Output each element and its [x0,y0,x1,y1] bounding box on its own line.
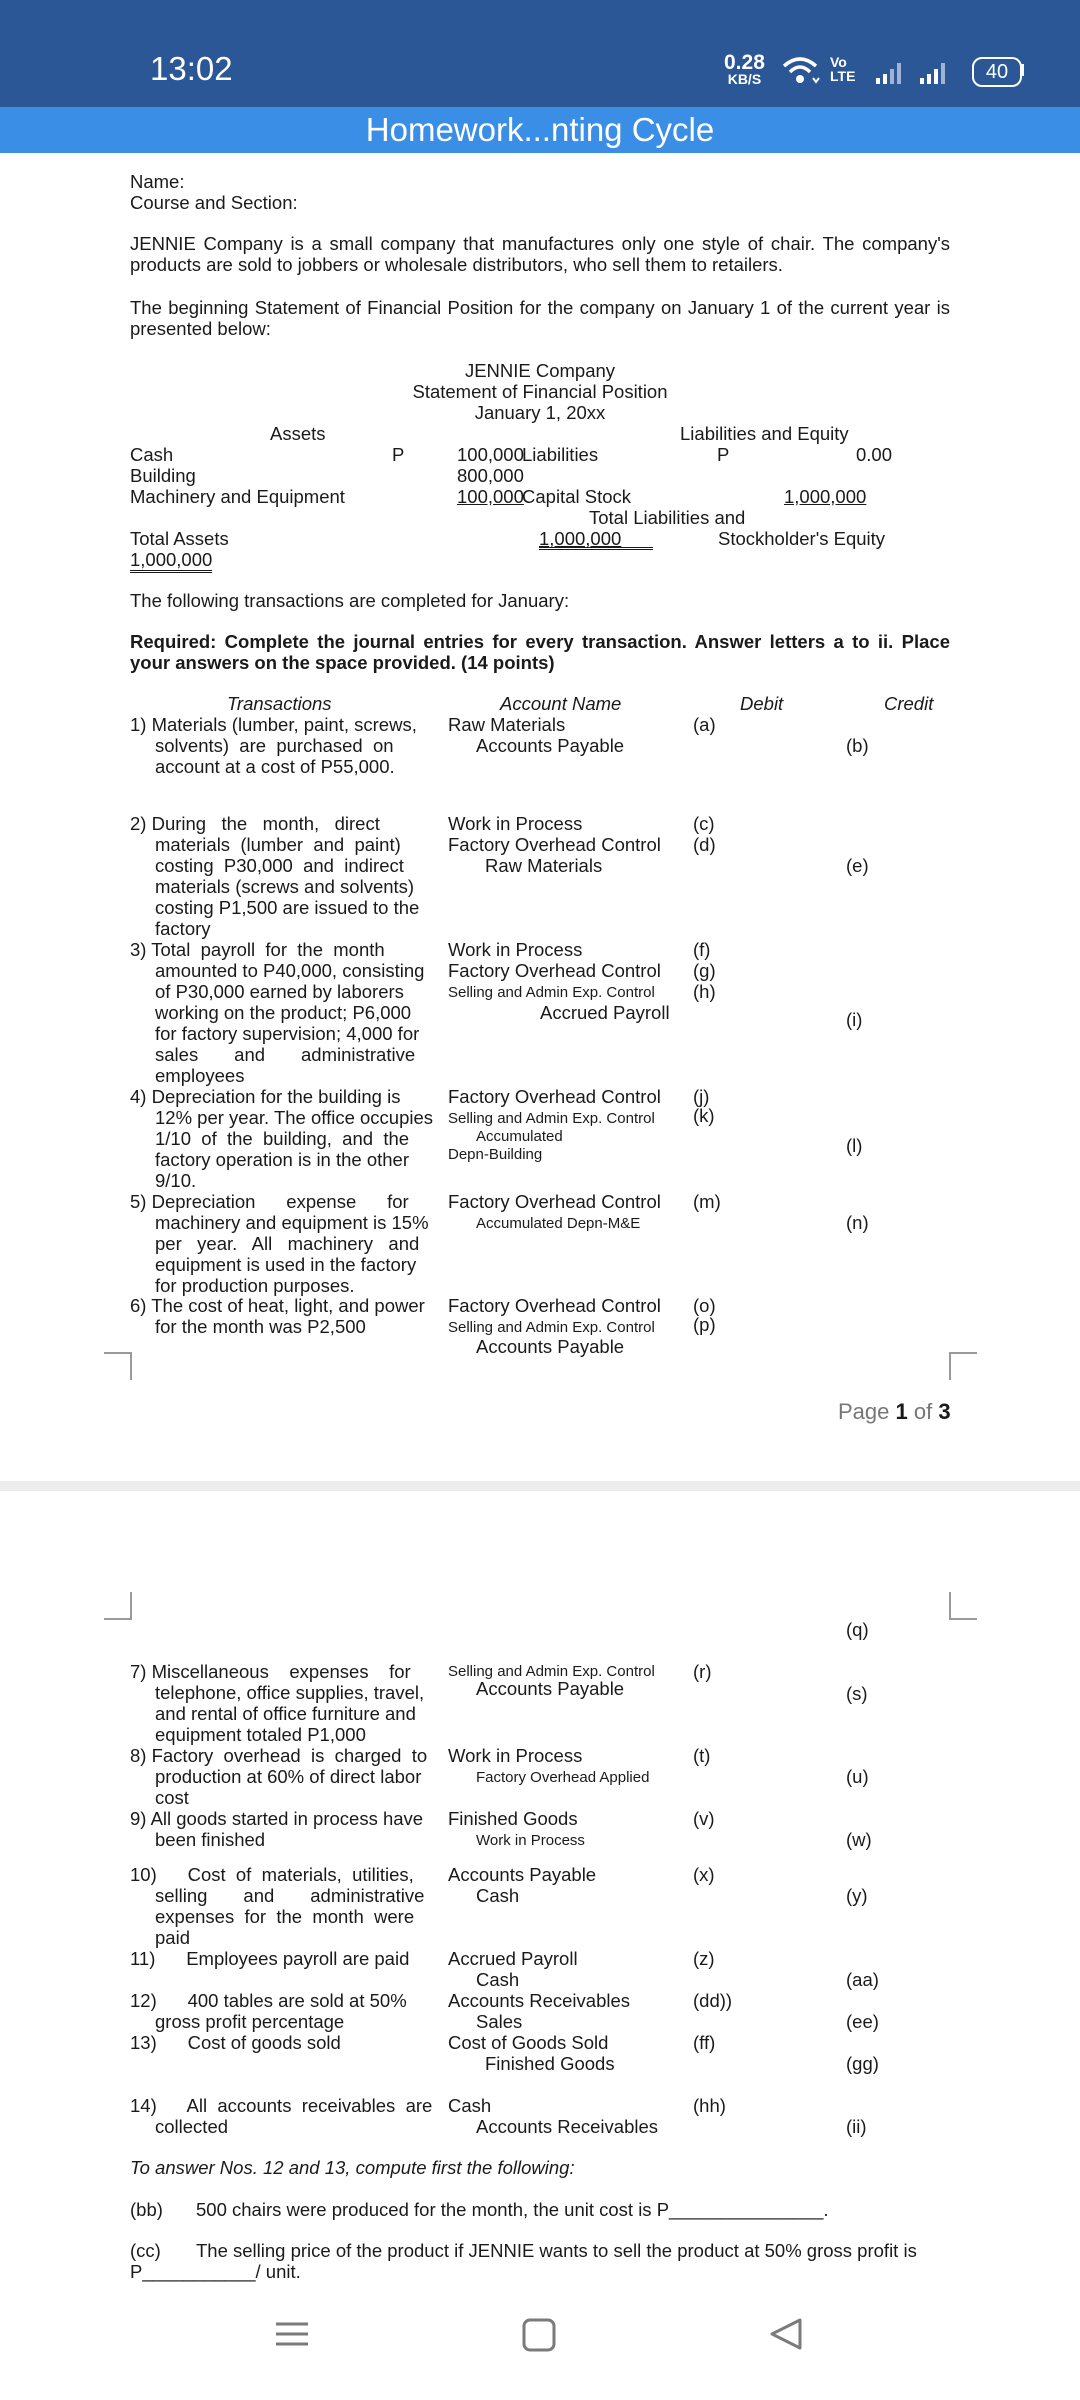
tx-line: and rental of office furniture and [155,1703,416,1724]
machinery-amount: 100,000 [457,486,524,507]
tx-line: 1) Materials (lumber, paint, screws, [130,714,417,735]
tx-line: production at 60% of direct labor [155,1766,422,1787]
answer-u[interactable]: (u) [846,1766,869,1787]
tx-line: telephone, office supplies, travel, [155,1682,425,1703]
network-speed-value: 0.28 [724,51,765,74]
crop-mark [949,1352,977,1380]
cash-peso: P [392,444,405,465]
answer-e[interactable]: (e) [846,855,869,876]
account-name: Selling and Admin Exp. Control [448,984,655,1001]
liabilities-label: Liabilities [522,444,599,465]
account-name: Selling and Admin Exp. Control [448,1110,655,1127]
tx-line: of P30,000 earned by laborers [155,981,404,1002]
answer-o[interactable]: (o) [693,1295,716,1316]
machinery-label: Machinery and Equipment [130,486,345,507]
signal-icon-1 [876,63,901,84]
account-name: Factory Overhead Control [448,1191,661,1212]
cc-text-2: P___________/ unit. [130,2261,301,2282]
account-name: Accounts Payable [476,1336,625,1357]
tx-line: 10) Cost of materials, utilities, [130,1864,414,1885]
tx-line: equipment is used in the factory [155,1254,417,1275]
answer-v[interactable]: (v) [693,1808,715,1829]
answer-y[interactable]: (y) [846,1885,868,1906]
document-title: Homework...nting Cycle [365,111,715,148]
account-name: Raw Materials [485,855,603,876]
tx-line: for production purposes. [155,1275,355,1296]
account-name: Cash [448,2095,492,2116]
tx-line: 9/10. [155,1170,197,1191]
battery-tip [1020,64,1024,76]
tx-line: sales and administrative [155,1044,416,1065]
answer-h[interactable]: (h) [693,981,716,1002]
account-name: Sales [476,2011,523,2032]
account-name: Work in Process [448,813,583,834]
battery-icon: 40 [972,57,1022,87]
answer-gg[interactable]: (gg) [846,2053,879,2074]
answer-k[interactable]: (k) [693,1105,715,1126]
answer-w[interactable]: (w) [846,1829,872,1850]
tx-line: costing P1,500 are issued to the [155,897,420,918]
answer-x[interactable]: (x) [693,1864,715,1885]
account-name: Accrued Payroll [540,1002,670,1023]
tx-line: 4) Depreciation for the building is [130,1086,401,1107]
tx-line: working on the product; P6,000 [155,1002,412,1023]
wifi-icon [784,59,819,83]
account-name: Accounts Payable [476,735,625,756]
tx-line: collected [155,2116,229,2137]
account-name: Work in Process [448,939,583,960]
account-name: Factory Overhead Control [448,960,661,981]
bb-text: 500 chairs were produced for the month, the unit cost is P_______________. [196,2199,829,2220]
answer-n[interactable]: (n) [846,1212,869,1233]
account-name: Accounts Receivables [448,1990,631,2011]
answer-d[interactable]: (d) [693,834,716,855]
tx-line: selling and administrative [155,1885,425,1906]
tx-line: materials (screws and solvents) [155,876,415,897]
tx-line: cost [155,1787,189,1808]
account-name: Accumulated Depn-M&E [476,1215,641,1232]
total-assets-amount: 1,000,000 [130,549,212,573]
required-instructions: Required: Complete the journal entries for every transaction. Answer letters a to ii. Place your answers on the space provided. (14 points) [130,631,950,673]
tx-line: 8) Factory overhead is charged to [130,1745,428,1766]
tx-line: 6) The cost of heat, light, and power [130,1295,425,1316]
document-title-bar[interactable] [0,107,1080,153]
name-label: Name: [130,171,185,192]
answer-l[interactable]: (l) [846,1135,863,1156]
answer-m[interactable]: (m) [693,1191,721,1212]
capital-stock-amount: 1,000,000 [784,486,867,507]
tx-line: per year. All machinery and [155,1233,420,1254]
navigation-bar [0,2300,1080,2400]
answer-hh[interactable]: (hh) [693,2095,726,2116]
total-liabilities-double-rule [539,547,653,550]
status-bar [0,0,1080,107]
answer-r[interactable]: (r) [693,1661,712,1682]
tx-line: 2) During the month, direct [130,813,380,834]
account-name: Accounts Payable [448,1864,597,1885]
status-icons [780,54,970,88]
cash-amount: 100,000 [457,444,524,465]
col-debit: Debit [740,693,784,714]
tx-line: employees [155,1065,245,1086]
account-name: Factory Overhead Control [448,1086,661,1107]
account-name: Work in Process [476,1832,585,1849]
tx-line: paid [155,1927,190,1948]
account-name: Cash [476,1969,520,1990]
footer-instruction: To answer Nos. 12 and 13, compute first the following: [130,2157,575,2178]
building-label: Building [130,465,196,486]
answer-dd[interactable]: (dd)) [693,1990,733,2011]
home-button[interactable] [524,2320,554,2350]
answer-j[interactable]: (j) [693,1086,710,1107]
tx-line: been finished [155,1829,266,1850]
answer-t[interactable]: (t) [693,1745,711,1766]
answer-q[interactable]: (q) [846,1619,869,1640]
answer-s[interactable]: (s) [846,1683,868,1704]
answer-ii[interactable]: (ii) [846,2116,867,2137]
cc-text: The selling price of the product if JENNIE wants to sell the product at 50% gross profit is [196,2240,917,2261]
account-name: Finished Goods [448,1808,578,1829]
account-name: Finished Goods [485,2053,615,2074]
answer-p[interactable]: (p) [693,1314,716,1335]
sfp-company: JENNIE Company [464,360,616,381]
tx-line: 14) All accounts receivables are [130,2095,433,2116]
total-liabilities-label-2: Stockholder's Equity [718,528,886,549]
tx-line: 9) All goods started in process have [130,1808,424,1829]
tx-line: 12% per year. The office occupies [155,1107,434,1128]
answer-ee[interactable]: (ee) [846,2011,879,2032]
account-name: Factory Overhead Applied [476,1769,650,1786]
status-time: 13:02 [150,50,233,87]
account-name: Accrued Payroll [448,1948,578,1969]
signal-icon-2 [920,63,945,84]
answer-f[interactable]: (f) [693,939,711,960]
account-name: Work in Process [448,1745,583,1766]
tx-line: 5) Depreciation expense for [130,1191,409,1212]
tx-line: 13) Cost of goods sold [130,2032,341,2053]
answer-aa[interactable]: (aa) [846,1969,879,1990]
crop-mark [104,1592,132,1620]
following-text: The following transactions are completed for January: [130,590,570,611]
account-name: Cost of Goods Sold [448,2032,609,2053]
volte-label: Vo LTE [830,54,856,84]
sfp-title: Statement of Financial Position [412,381,668,402]
page-indicator: Page 1 of 3 [838,1399,951,1424]
account-name: Depn-Building [448,1146,543,1163]
building-amount: 800,000 [457,465,524,486]
tx-line: gross profit percentage [155,2011,345,2032]
account-name: Accounts Receivables [476,2116,659,2137]
cc-label: (cc) [130,2240,161,2261]
back-button[interactable] [772,2320,800,2348]
liabilities-heading: Liabilities and Equity [680,423,849,444]
intro-paragraph: JENNIE Company is a small company that manufactures only one style of chair. The company's products are sold to jobbers or wholesale distributors, who sell them to retailers. [130,233,950,275]
account-name: Raw Materials [448,714,566,735]
tx-line: account at a cost of P55,000. [155,756,395,777]
total-liabilities-label-1: Total Liabilities and [589,507,746,528]
account-name: Accumulated [476,1128,563,1145]
col-credit: Credit [884,693,934,714]
account-name: Selling and Admin Exp. Control [448,1663,655,1680]
crop-mark [949,1592,977,1620]
answer-c[interactable]: (c) [693,813,715,834]
tx-line: amounted to P40,000, consisting [155,960,425,981]
account-name: Accounts Payable [476,1678,625,1699]
tx-line: 3) Total payroll for the month [130,939,385,960]
col-transactions: Transactions [227,693,332,714]
answer-g[interactable]: (g) [693,960,716,981]
sfp-date: January 1, 20xx [474,402,606,423]
total-liabilities-amount: 1,000,000 [539,528,622,549]
network-speed [724,51,765,88]
recent-apps-button[interactable] [262,2308,312,2358]
liabilities-amount: 0.00 [856,444,893,465]
tx-line: for factory supervision; 4,000 for [155,1023,420,1044]
assets-heading: Assets [270,423,326,444]
account-name: Cash [476,1885,520,1906]
account-name: Factory Overhead Control [448,1295,661,1316]
tx-line: factory [155,918,211,939]
tx-line: 7) Miscellaneous expenses for [130,1661,411,1682]
tx-line: for the month was P2,500 [155,1316,366,1337]
col-account-name: Account Name [500,693,622,714]
tx-line: machinery and equipment is 15% [155,1212,429,1233]
tx-line: equipment totaled P1,000 [155,1724,366,1745]
crop-mark [104,1352,132,1380]
tx-line: expenses for the month were [155,1906,415,1927]
capital-stock-label: Capital Stock [522,486,631,507]
tx-line: 11) Employees payroll are paid [130,1948,410,1969]
account-name: Factory Overhead Control [448,834,661,855]
answer-ff[interactable]: (ff) [693,2032,716,2053]
course-label: Course and Section: [130,192,298,213]
answer-z[interactable]: (z) [693,1948,715,1969]
tx-line: factory operation is in the other [155,1149,410,1170]
cash-label: Cash [130,444,174,465]
beginning-paragraph: The beginning Statement of Financial Position for the company on January 1 of the current year is presented below: [130,297,950,339]
network-speed-unit: KB/S [727,71,762,87]
answer-i[interactable]: (i) [846,1009,863,1030]
page-separator [0,1481,1080,1491]
bb-label: (bb) [130,2199,163,2220]
total-assets-label: Total Assets [130,528,229,549]
tx-line: materials (lumber and paint) [155,834,401,855]
tx-line: 12) 400 tables are sold at 50% [130,1990,407,2011]
liabilities-peso: P [717,444,730,465]
answer-a[interactable]: (a) [693,714,716,735]
account-name: Selling and Admin Exp. Control [448,1319,655,1336]
tx-line: costing P30,000 and indirect [155,855,404,876]
tx-line: 1/10 of the building, and the [155,1128,410,1149]
tx-line: solvents) are purchased on [155,735,394,756]
answer-b[interactable]: (b) [846,735,869,756]
